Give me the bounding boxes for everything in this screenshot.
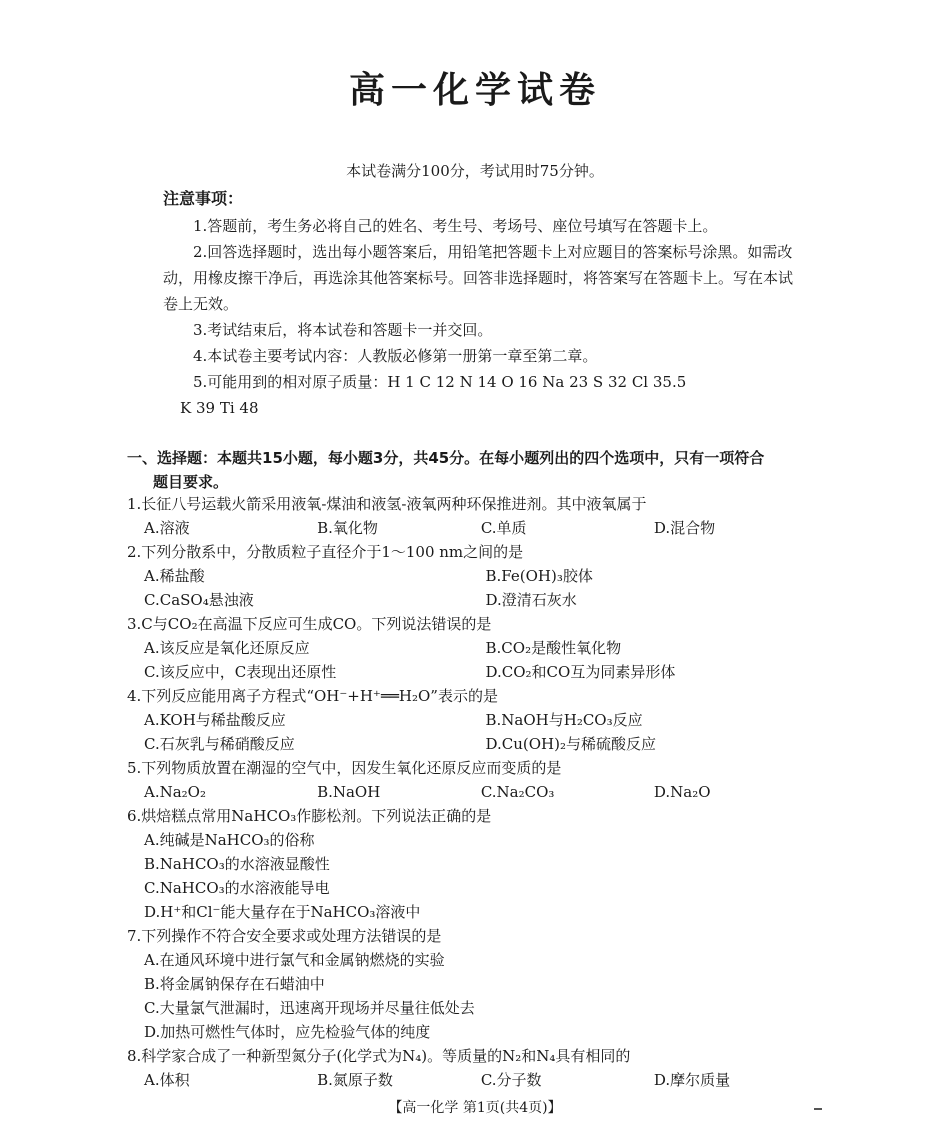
question-stem: 5.下列物质放置在潮湿的空气中，因发生氧化还原反应而变质的是 <box>127 759 562 777</box>
section-heading-line: 题目要求。 <box>153 473 229 491</box>
option: A.溶液 <box>144 519 190 537</box>
question-stem: 2.下列分散系中，分散质粒子直径介于1～100 nm之间的是 <box>127 543 524 561</box>
option: D.混合物 <box>653 519 716 537</box>
question-stem: 6.烘焙糕点常用NaHCO₃作膨松剂。下列说法正确的是 <box>127 807 492 825</box>
exam-info: 本试卷满分100分，考试用时75分钟。 <box>346 162 604 180</box>
option: C.单质 <box>480 519 527 537</box>
page-title: 高一化学试卷 <box>348 70 601 111</box>
option: B.Fe(OH)₃胶体 <box>485 567 593 585</box>
scan-mark <box>814 1108 822 1110</box>
options-row <box>127 780 827 804</box>
option: C.该反应中，C表现出还原性 <box>144 663 337 681</box>
notice-item: 2.回答选择题时，选出每小题答案后，用铅笔把答题卡上对应题目的答案标号涂黑。如需改动，用橡皮擦干净后，再选涂其他答案标号。回答非选择题时，将答案写在答题卡上。写在本试卷上无效。 <box>163 243 794 313</box>
options-row <box>127 660 827 684</box>
notice-list <box>163 213 803 421</box>
option: B.氮原子数 <box>317 1071 393 1089</box>
option: B.CO₂是酸性氧化物 <box>485 639 622 657</box>
option: D.Na₂O <box>653 783 711 801</box>
option: C.Na₂CO₃ <box>480 783 555 801</box>
option: C.分子数 <box>480 1071 542 1089</box>
options-row <box>127 636 827 660</box>
option: A.稀盐酸 <box>144 567 205 585</box>
option: D.Cu(OH)₂与稀硫酸反应 <box>485 735 656 753</box>
question-stem: 1.长征八号运载火箭采用液氧-煤油和液氢-液氧两种环保推进剂。其中液氧属于 <box>127 495 647 513</box>
question-stem: 4.下列反应能用离子方程式“OH⁻+H⁺══H₂O”表示的是 <box>127 687 498 705</box>
option: A.纯碱是NaHCO₃的俗称 <box>144 831 315 849</box>
option: C.NaHCO₃的水溶液能导电 <box>144 879 330 897</box>
options-row <box>127 588 827 612</box>
option: A.Na₂O₂ <box>144 783 206 801</box>
notice-item-continued: K 39 Ti 48 <box>180 399 259 417</box>
notice-item: 5.可能用到的相对原子质量：H 1 C 12 N 14 O 16 Na 23 S 32 Cl 35.5 <box>193 373 687 391</box>
option: C.CaSO₄悬浊液 <box>144 591 254 609</box>
question-list <box>127 492 827 1092</box>
option: D.澄清石灰水 <box>485 591 577 609</box>
question-stem: 3.C与CO₂在高温下反应可生成CO。下列说法错误的是 <box>127 615 492 633</box>
options-row <box>127 1068 827 1092</box>
option: C.大量氯气泄漏时，迅速离开现场并尽量往低处去 <box>144 999 475 1017</box>
option: B.NaOH与H₂CO₃反应 <box>485 711 643 729</box>
option: A.体积 <box>144 1071 190 1089</box>
option: D.摩尔质量 <box>653 1071 731 1089</box>
option: A.在通风环境中进行氯气和金属钠燃烧的实验 <box>144 951 445 969</box>
option: D.H⁺和Cl⁻能大量存在于NaHCO₃溶液中 <box>144 903 421 921</box>
notice-item: 1.答题前，考生务必将自己的姓名、考生号、考场号、座位号填写在答题卡上。 <box>193 217 718 235</box>
question-stem: 7.下列操作不符合安全要求或处理方法错误的是 <box>127 927 442 945</box>
section-heading <box>127 446 842 494</box>
option: B.NaOH <box>317 783 381 801</box>
option: A.该反应是氧化还原反应 <box>144 639 310 657</box>
options-row <box>127 708 827 732</box>
options-row <box>127 732 827 756</box>
page-footer: 【高一化学 第1页(共4页)】 <box>388 1100 562 1116</box>
option: D.CO₂和CO互为同素异形体 <box>485 663 676 681</box>
options-row <box>127 564 827 588</box>
option: C.石灰乳与稀硝酸反应 <box>144 735 295 753</box>
option: D.加热可燃性气体时，应先检验气体的纯度 <box>144 1023 431 1041</box>
notice-item: 3.考试结束后，将本试卷和答题卡一并交回。 <box>193 321 493 339</box>
options-row <box>127 516 827 540</box>
option: B.NaHCO₃的水溶液显酸性 <box>144 855 330 873</box>
option: B.氧化物 <box>317 519 378 537</box>
question-stem: 8.科学家合成了一种新型氮分子(化学式为N₄)。等质量的N₂和N₄具有相同的 <box>127 1047 631 1065</box>
section-heading-line: 一、选择题：本题共15小题，每小题3分，共45分。在每小题列出的四个选项中，只有一项符合 <box>127 449 765 467</box>
option: B.将金属钠保存在石蜡油中 <box>144 975 325 993</box>
notice-item: 4.本试卷主要考试内容：人教版必修第一册第一章至第二章。 <box>193 347 598 365</box>
option: A.KOH与稀盐酸反应 <box>144 711 286 729</box>
notice-heading: 注意事项： <box>163 189 244 208</box>
